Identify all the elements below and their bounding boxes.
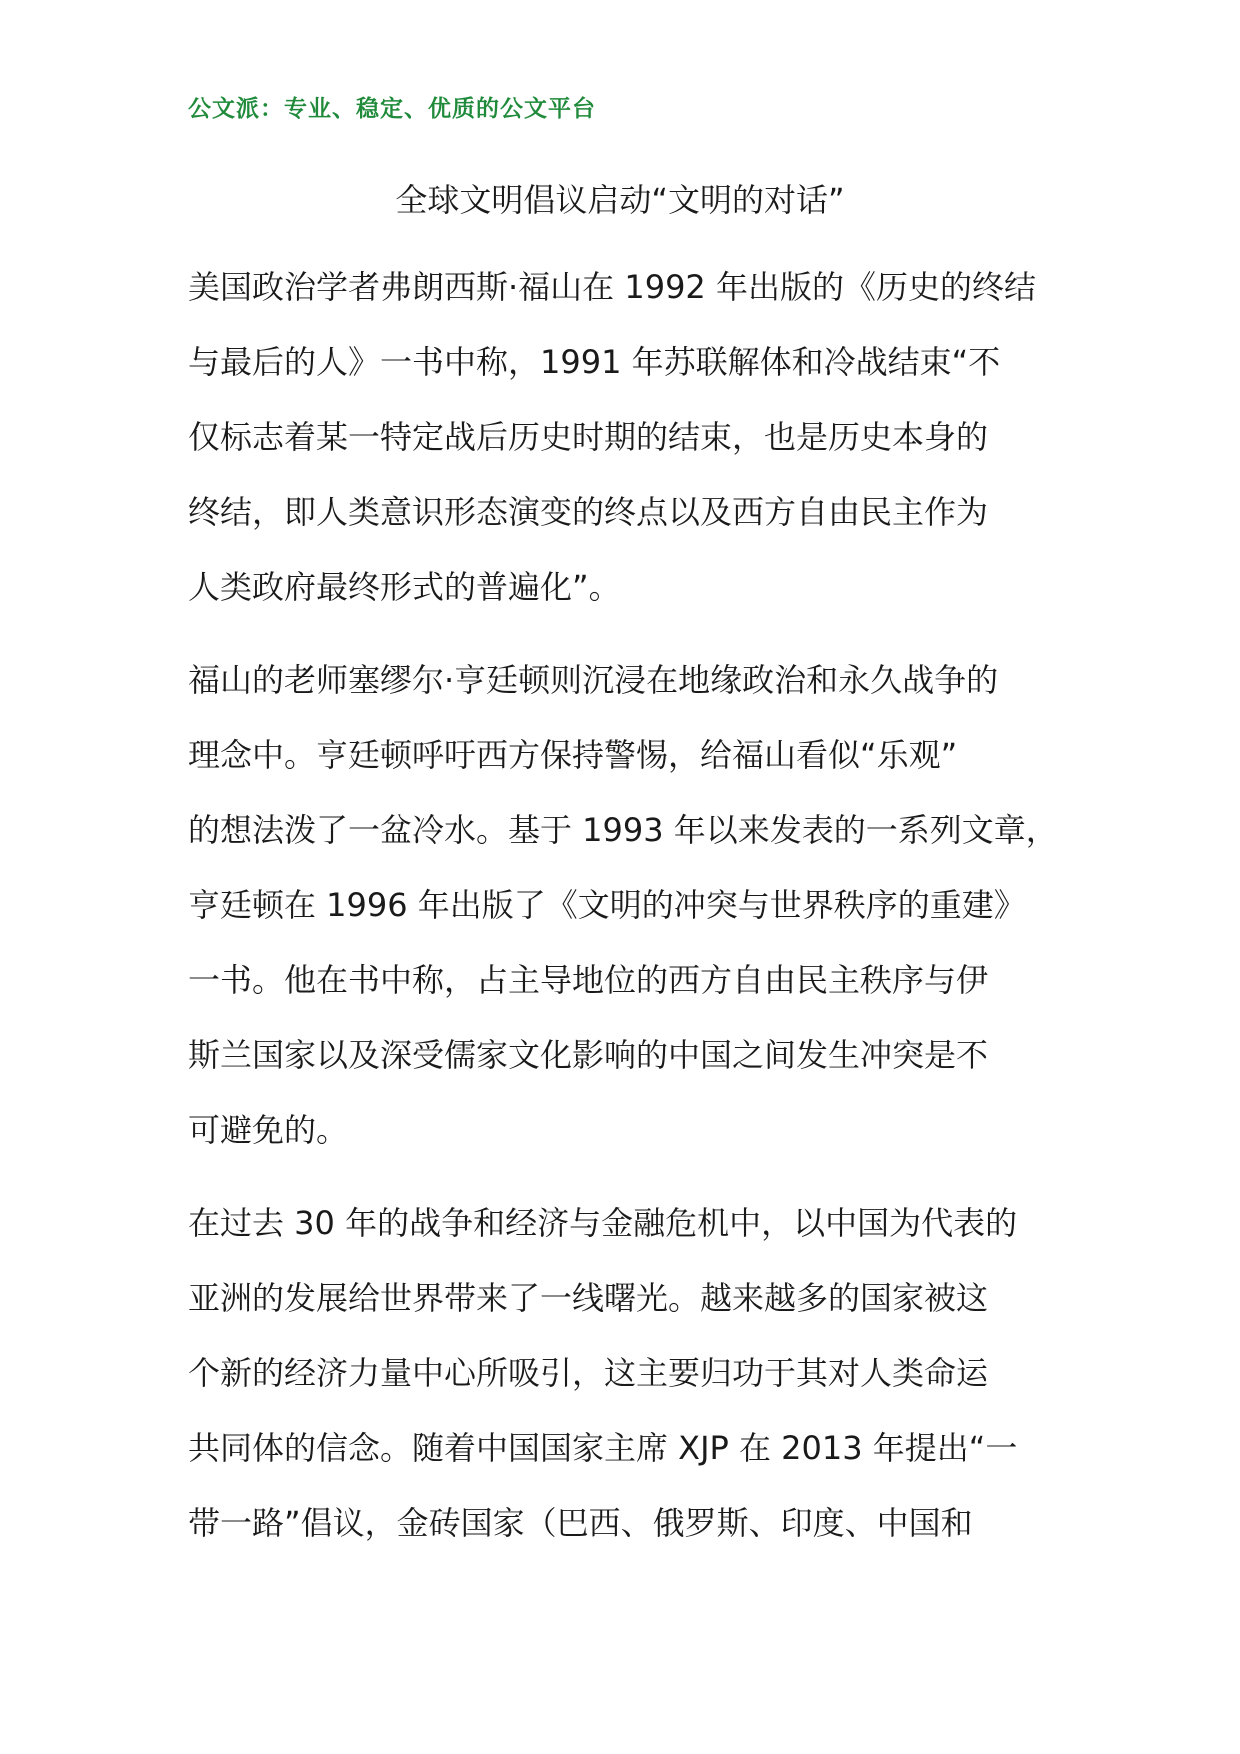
text-line: 美国政治学者弗朗西斯·福山在 1992 年出版的《历史的终结 bbox=[188, 268, 1036, 306]
text-line: 亨廷顿在 1996 年出版了《文明的冲突与世界秩序的重建》 bbox=[188, 886, 1026, 924]
text-line: 亚洲的发展给世界带来了一线曙光。越来越多的国家被这 bbox=[188, 1279, 989, 1317]
text-line: 福山的老师塞缪尔·亨廷顿则沉浸在地缘政治和永久战争的 bbox=[188, 661, 999, 699]
text-line: 终结，即人类意识形态演变的终点以及西方自由民主作为 bbox=[188, 493, 989, 531]
paragraph bbox=[188, 262, 1088, 637]
text-line: 人类政府最终形式的普遍化”。 bbox=[188, 568, 621, 606]
text-line: 的想法泼了一盆冷水。基于 1993 年以来发表的一系列文章， bbox=[188, 811, 1058, 849]
document-title: 全球文明倡议启动“文明的对话” bbox=[395, 181, 845, 219]
document-body bbox=[188, 262, 1088, 1573]
paragraph bbox=[188, 1198, 1088, 1573]
text-line: 与最后的人》一书中称，1991 年苏联解体和冷战结束“不 bbox=[188, 343, 1001, 381]
site-header: 公文派：专业、稳定、优质的公文平台 bbox=[188, 96, 596, 122]
text-line: 在过去 30 年的战争和经济与金融危机中，以中国为代表的 bbox=[188, 1204, 1018, 1242]
text-line: 可避免的。 bbox=[188, 1111, 349, 1149]
text-line: 斯兰国家以及深受儒家文化影响的中国之间发生冲突是不 bbox=[188, 1036, 989, 1074]
text-line: 理念中。亨廷顿呼吁西方保持警惕，给福山看似“乐观” bbox=[188, 736, 958, 774]
text-line: 带一路”倡议，金砖国家（巴西、俄罗斯、印度、中国和 bbox=[188, 1504, 973, 1542]
text-line: 仅标志着某一特定战后历史时期的结束，也是历史本身的 bbox=[188, 418, 989, 456]
text-line: 个新的经济力量中心所吸引，这主要归功于其对人类命运 bbox=[188, 1354, 989, 1392]
text-line: 共同体的信念。随着中国国家主席 XJP 在 2013 年提出“一 bbox=[188, 1429, 1018, 1467]
paragraph bbox=[188, 655, 1088, 1180]
text-line: 一书。他在书中称，占主导地位的西方自由民主秩序与伊 bbox=[188, 961, 989, 999]
